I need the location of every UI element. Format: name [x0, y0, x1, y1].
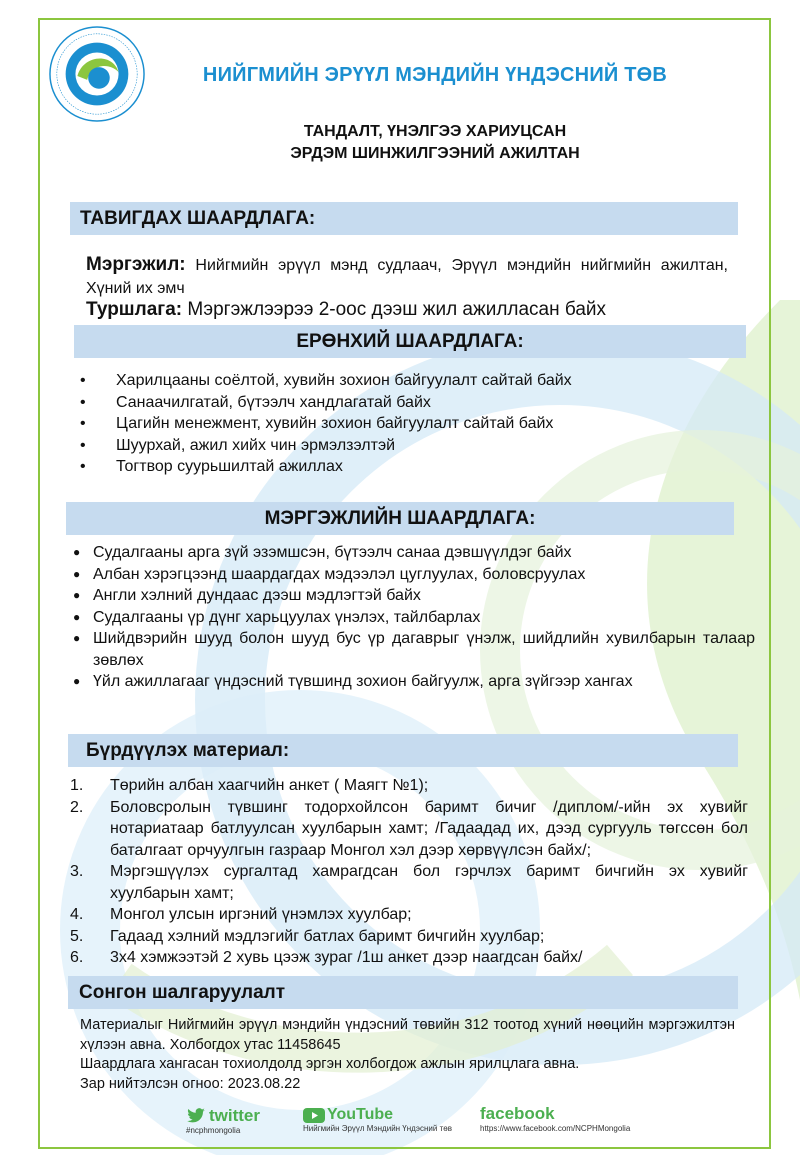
requirements-heading: ТАВИГДАХ ШААРДЛАГА:: [70, 202, 738, 235]
item-number: 3.: [70, 863, 84, 880]
item-number: 4.: [70, 906, 84, 923]
item-text: Монгол улсын иргэний үнэмлэх хуулбар;: [110, 906, 412, 923]
facebook-url: https://www.facebook.com/NCPHMongolia: [480, 1124, 631, 1133]
list-item: • Харилцааны соёлтой, хувийн зохион байгуулалт сайтай байх: [116, 370, 736, 392]
youtube-label: YouTube: [327, 1106, 394, 1123]
item-number: 2.: [70, 798, 84, 816]
professional-heading: МЭРГЭЖЛИЙН ШААРДЛАГА:: [66, 502, 734, 535]
materials-list: [70, 775, 748, 969]
organization-name: НИЙГМИЙН ЭРҮҮЛ МЭНДИЙН ҮНДЭСНИЙ ТӨВ: [202, 64, 668, 86]
selection-text-2: Шаардлага хангасан тохиолдолд эргэн холбогдож ажлын ярилцлага авна.: [80, 1056, 580, 1072]
profession-label: Мэргэжил:: [86, 254, 186, 275]
profession-value: Нийгмийн эрүүл мэнд судлаач, Эрүүл мэндийн нийгмийн ажилтан, Хүний их эмч: [86, 257, 729, 297]
list-item: [70, 861, 748, 904]
job-title: [200, 121, 670, 165]
facebook-label: facebook: [480, 1104, 555, 1123]
list-item: ● Англи хэлний дундаас дээш мэдлэгтэй байх: [93, 585, 755, 607]
youtube-caption: Нийгмийн Эрүүл Мэндийн Үндэсний төв: [303, 1124, 452, 1133]
list-item: ● Судалгааны арга зүй эзэмшсэн, бүтээлч санаа дэвшүүлдэг байх: [93, 542, 755, 564]
youtube-row: [303, 1106, 452, 1124]
list-item: ● Албан хэрэгцээнд шаардагдах мэдээлэл цуглуулах, боловсруулах: [93, 564, 755, 586]
materials-heading: Бүрдүүлэх материал:: [68, 734, 738, 767]
item-text: Гадаад хэлний мэдлэгийг батлах баримт бичгийн хуулбар;: [110, 927, 545, 945]
list-item: ● Үйл ажиллагааг үндэсний түвшинд зохион байгуулж, арга зүйгээр хангах: [93, 671, 755, 693]
item-text: Төрийн албан хаагчийн анкет ( Маягт №1);: [110, 777, 429, 794]
twitter-handle: #ncphmongolia: [186, 1126, 241, 1135]
item-text: 3х4 хэмжээтэй 2 хувь цээж зураг /1ш анкет дээр наагдсан байх/: [110, 949, 583, 966]
list-item: • Шуурхай, ажил хийх чин эрмэлзэлтэй: [116, 435, 736, 457]
item-number: 6.: [70, 949, 84, 966]
list-item: [70, 926, 748, 948]
item-number: 1.: [70, 777, 84, 794]
twitter-row: [186, 1106, 260, 1126]
selection-date: Зар нийтэлсэн огноо: 2023.08.22: [80, 1076, 301, 1092]
list-item: [70, 904, 748, 926]
facebook-link[interactable]: [480, 1104, 630, 1133]
twitter-link[interactable]: [186, 1106, 260, 1135]
selection-text-1: Материалыг Нийгмийн эрүүл мэндийн үндэсний төвийн 312 тоотод хүний нөөцийн мэргэжилтэн хүлээн авна. Холбогдох утас 11458645: [80, 1017, 735, 1053]
item-text: Боловсролын түвшинг тодорхойлсон баримт бичиг /диплом/-ийн эх хувийг нотариатаар батлуулсан хуулбарын хамт; /Гадаадад их, дээд сургууль төгссөн бол баталгаат орчуулгын газраар Монгол хэл дээр хөрвүүлсэн байх/;: [110, 798, 748, 859]
list-item: ● Шийдвэрийн шууд болон шууд бус үр дагаврыг үнэлж, шийдлийн хувилбарын талаар зөвлөх: [93, 628, 755, 671]
experience-paragraph: [86, 298, 746, 321]
twitter-bird-icon: [186, 1108, 206, 1124]
selection-heading: Сонгон шалгаруулалт: [68, 976, 738, 1009]
list-item: [70, 947, 748, 969]
youtube-link[interactable]: [303, 1106, 452, 1133]
item-text: Мэргэшүүлэх сургалтад хамрагдсан бол гэрчлэх баримт бичгийн эх хувийг хуулбарын хамт;: [110, 863, 748, 902]
twitter-label: twitter: [209, 1106, 260, 1125]
job-title-line-1: ТАНДАЛТ, ҮНЭЛГЭЭ ХАРИУЦСАН: [303, 123, 567, 140]
job-title-line-2: ЭРДЭМ ШИНЖИЛГЭЭНИЙ АЖИЛТАН: [290, 145, 580, 162]
list-item: [70, 775, 748, 797]
general-list: [116, 370, 736, 478]
list-item: • Цагийн менежмент, хувийн зохион байгуулалт сайтай байх: [116, 413, 736, 435]
list-item: • Санаачилгатай, бүтээлч хандлагатай байх: [116, 392, 736, 414]
experience-label: Туршлага:: [86, 299, 183, 320]
professional-list: [93, 542, 755, 693]
list-item: [70, 797, 748, 862]
profession-paragraph: [86, 253, 728, 300]
youtube-play-icon: [303, 1108, 325, 1123]
experience-value: Мэргэжлээрээ 2-оос дээш жил ажилласан байх: [187, 299, 607, 320]
item-number: 5.: [70, 927, 84, 945]
list-item: • Тогтвор суурьшилтай ажиллах: [116, 456, 736, 478]
general-heading: ЕРӨНХИЙ ШААРДЛАГА:: [74, 325, 746, 358]
ncph-logo: [48, 25, 146, 123]
list-item: ● Судалгааны үр дүнг харьцуулах үнэлэх, тайлбарлах: [93, 607, 755, 629]
